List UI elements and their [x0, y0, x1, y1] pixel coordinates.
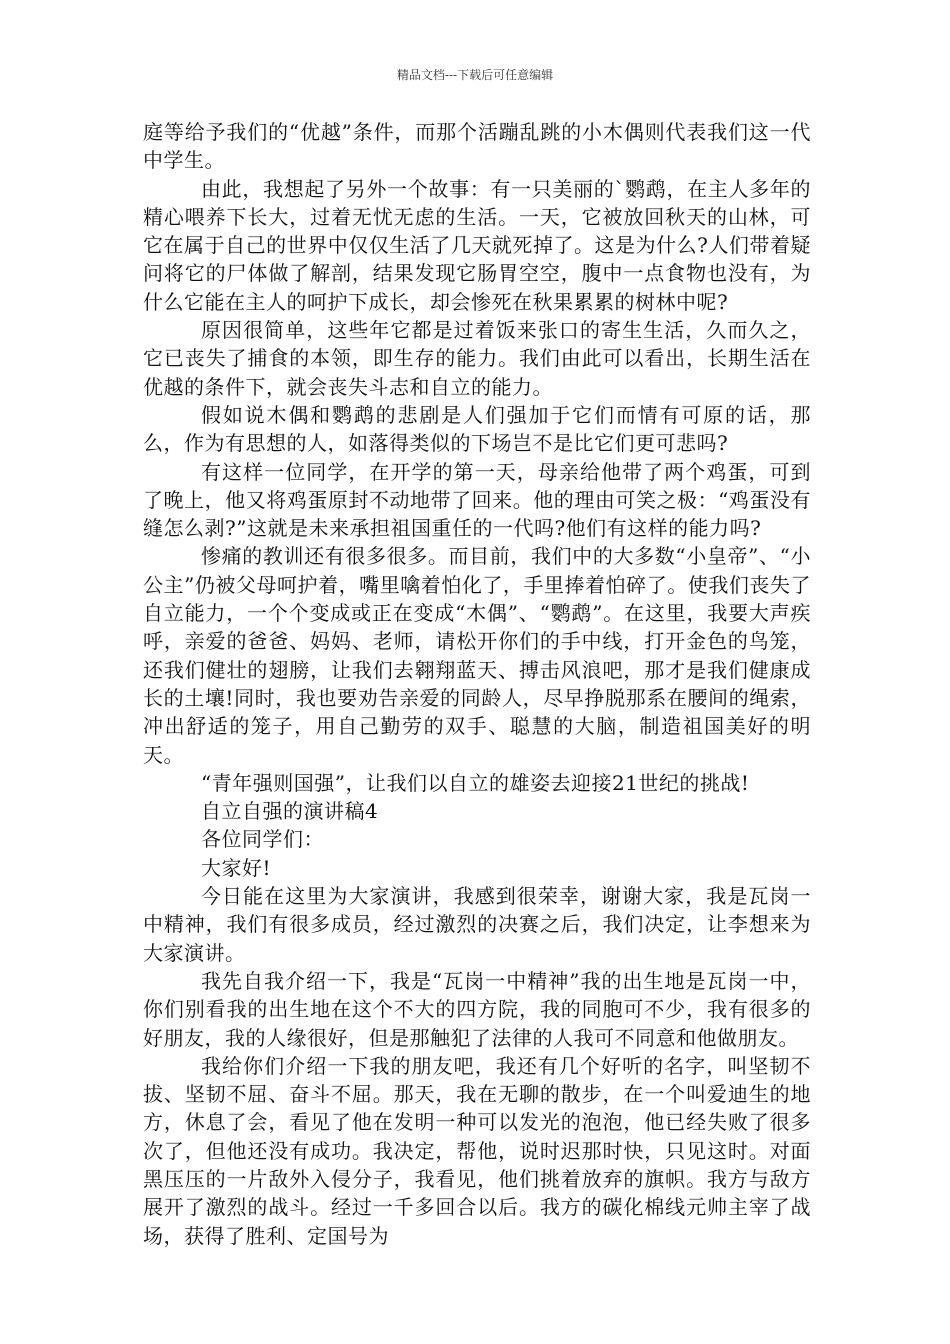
paragraph: 有这样一位同学，在开学的第一天，母亲给他带了两个鸡蛋，可到了晚上，他又将鸡蛋原封不动地带了回来。他的理由可笑之极：“鸡蛋没有缝怎么剥?”这就是未来承担祖国重任的一代吗?他们有这样的能力吗?	[143, 459, 811, 541]
paragraph: 假如说木偶和鹦鹉的悲剧是人们强加于它们而情有可原的话，那么，作为有思想的人，如落得类似的下场岂不是比它们更可悲吗?	[143, 402, 811, 456]
paragraph: “青年强则国强”，让我们以自立的雄姿去迎接21世纪的挑战!	[201, 770, 750, 795]
paragraph: 原因很简单，这些年它都是过着饭来张口的寄生生活，久而久之，它已丧失了捕食的本领，即生存的能力。我们由此可以看出，长期生活在优越的条件下，就会丧失斗志和自立的能力。	[143, 318, 811, 399]
paragraph: 由此，我想起了另外一个故事：有一只美丽的`鹦鹉，在主人多年的精心喂养下长大，过着无忧无虑的生活。一天，它被放回秋天的山林，可它在属于自己的世界中仅仅生活了几天就死掉了。这是为什么?人们带着疑问将它的尸体做了解剖，结果发现它肠胃空空，腹中一点食物也没有，为什么它能在主人的呵护下成长，却会惨死在秋果累累的树林中呢?	[143, 176, 811, 314]
paragraph: 惨痛的教训还有很多很多。而目前，我们中的大多数“小皇帝”、“小公主”仍被父母呵护着，嘴里噙着怕化了，手里捧着怕碎了。使我们丧失了自立能力，一个个变成或正在变成“木偶”、“鹦鹉”。在这里，我要大声疾呼，亲爱的爸爸、妈妈、老师，请松开你们的手中线，打开金色的鸟笼，还我们健壮的翅膀，让我们去翱翔蓝天、搏击风浪吧，那才是我们健康成长的土壤!同时，我也要劝告亲爱的同龄人，尽早挣脱那系在腰间的绳索，冲出舒适的笼子，用自己勤劳的双手、聪慧的大脑，制造祖国美好的明天。	[143, 544, 811, 767]
paragraph: 我先自我介绍一下，我是“瓦岗一中精神”我的出生地是瓦岗一中，你们别看我的出生地在这个不大的四方院，我的同胞可不少，我有很多的好朋友，我的人缘很好，但是那触犯了法律的人我可不同意和他做朋友。	[143, 968, 811, 1050]
paragraph: 今日能在这里为大家演讲，我感到很荣幸，谢谢大家，我是瓦岗一中精神，我们有很多成员，经过激烈的决赛之后，我们决定，让李想来为大家演讲。	[143, 884, 811, 965]
paragraph: 我给你们介绍一下我的朋友吧，我还有几个好听的名字，叫坚韧不拔、坚韧不屈、奋斗不屈。那天，我在无聊的散步，在一个叫爱迪生的地方，休息了会，看见了他在发明一种可以发光的泡泡，他已经失败了很多次了，但他还没有成功。我决定，帮他，说时迟那时快，只见这时。对面黑压压的一片敌外入侵分子，我看见，他们挑着放弃的旗帜。我方与敌方展开了激烈的战斗。经过一千多回合以后。我方的碳化棉线元帅主宰了战场，获得了胜利、定国号为	[143, 1053, 811, 1248]
paragraph: 庭等给予我们的“优越”条件，而那个活蹦乱跳的小木偶则代表我们这一代中学生。	[143, 120, 811, 173]
section-heading: 自立自强的演讲稿4	[201, 799, 379, 824]
document-body	[143, 118, 811, 1250]
greeting: 大家好!	[201, 855, 272, 880]
page-header: 精品文档---下载后可任意编辑	[396, 68, 554, 82]
salutation: 各位同学们：	[201, 827, 324, 852]
